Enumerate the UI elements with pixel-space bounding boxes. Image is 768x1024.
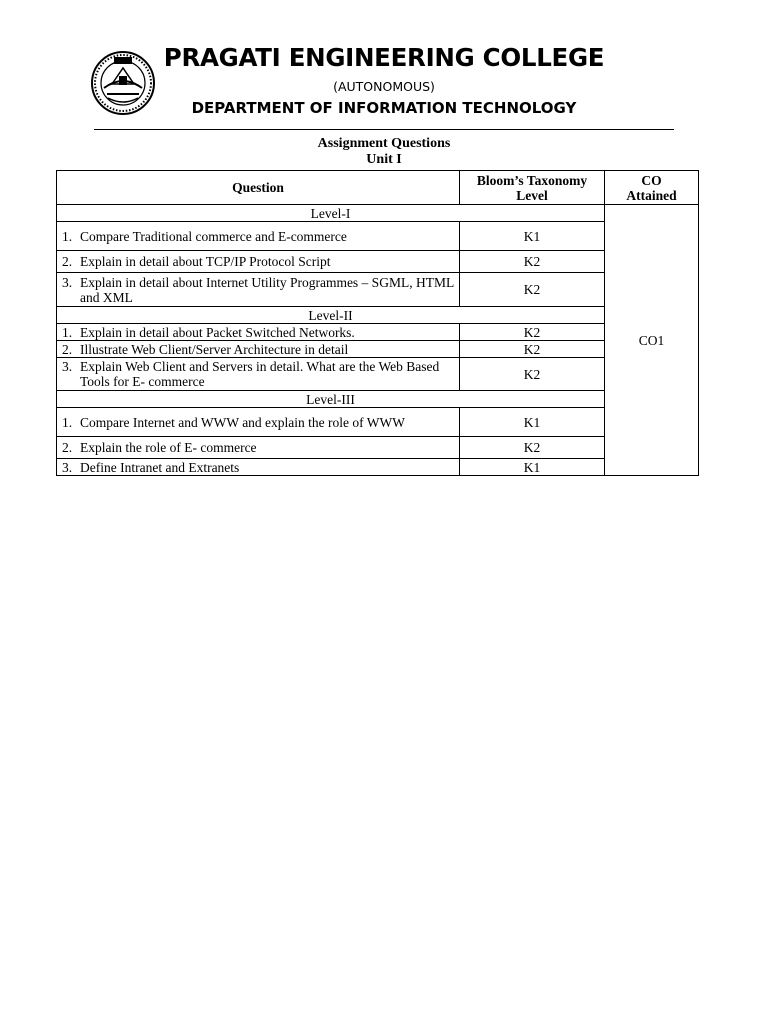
question-cell bbox=[57, 459, 460, 476]
college-logo bbox=[90, 50, 156, 116]
co-attained-value: CO1 bbox=[605, 205, 699, 476]
question-cell bbox=[57, 341, 460, 358]
level-label: Level-II bbox=[57, 307, 605, 324]
table-row bbox=[57, 437, 699, 459]
blooms-level-cell: K1 bbox=[460, 459, 605, 476]
question-text: Explain Web Client and Servers in detail. What are the Web Based Tools for E- commerce bbox=[80, 359, 440, 389]
question-number: 1. bbox=[62, 324, 73, 340]
question-cell bbox=[57, 358, 460, 391]
autonomous-label: (AUTONOMOUS) bbox=[333, 79, 435, 94]
table-header-row bbox=[57, 171, 699, 205]
co-header-line1: CO bbox=[641, 172, 662, 188]
question-cell bbox=[57, 251, 460, 273]
blooms-level-cell: K1 bbox=[460, 408, 605, 437]
blooms-level-cell: K2 bbox=[460, 251, 605, 273]
blooms-level-cell: K2 bbox=[460, 273, 605, 307]
question-cell bbox=[57, 324, 460, 341]
department-name: DEPARTMENT OF INFORMATION TECHNOLOGY bbox=[191, 99, 577, 117]
level-label: Level-III bbox=[57, 391, 605, 408]
college-name: PRAGATI ENGINEERING COLLEGE bbox=[163, 43, 605, 72]
header-divider bbox=[94, 129, 674, 130]
question-text: Explain in detail about Packet Switched Networks. bbox=[80, 324, 355, 340]
question-number: 3. bbox=[62, 274, 73, 290]
co-column-header bbox=[605, 171, 699, 205]
question-text: Explain in detail about TCP/IP Protocol Script bbox=[80, 254, 331, 269]
question-cell bbox=[57, 222, 460, 251]
blooms-header-line2: Level bbox=[516, 187, 548, 203]
question-column-header: Question bbox=[57, 171, 460, 205]
table-row bbox=[57, 358, 699, 391]
unit-title: Unit I bbox=[366, 152, 402, 167]
assignment-title: Assignment Questions bbox=[317, 136, 451, 151]
blooms-column-header bbox=[460, 171, 605, 205]
question-number: 2. bbox=[62, 254, 73, 269]
blooms-level-cell: K2 bbox=[460, 437, 605, 459]
question-cell bbox=[57, 408, 460, 437]
table-row bbox=[57, 273, 699, 307]
table-row bbox=[57, 324, 699, 341]
question-cell bbox=[57, 273, 460, 307]
question-text: Explain the role of E- commerce bbox=[80, 440, 257, 455]
question-number: 1. bbox=[62, 228, 73, 244]
question-number: 2. bbox=[62, 341, 73, 357]
table-row bbox=[57, 222, 699, 251]
questions-table bbox=[56, 170, 699, 476]
question-number: 3. bbox=[62, 459, 73, 475]
question-number: 2. bbox=[62, 440, 73, 455]
table-row bbox=[57, 341, 699, 358]
question-text: Compare Internet and WWW and explain the role of WWW bbox=[80, 414, 406, 430]
blooms-level-cell: K2 bbox=[460, 358, 605, 391]
question-text: Compare Traditional commerce and E-commerce bbox=[80, 228, 347, 244]
blooms-level-cell: K2 bbox=[460, 324, 605, 341]
level-row bbox=[57, 391, 699, 408]
blooms-level-cell: K1 bbox=[460, 222, 605, 251]
level-label: Level-I bbox=[57, 205, 605, 222]
table-row bbox=[57, 251, 699, 273]
question-number: 1. bbox=[62, 414, 73, 430]
question-cell bbox=[57, 437, 460, 459]
table-row bbox=[57, 459, 699, 476]
blooms-level-cell: K2 bbox=[460, 341, 605, 358]
question-text: Explain in detail about Internet Utility Programmes – SGML, HTML and XML bbox=[80, 274, 454, 305]
table-row bbox=[57, 408, 699, 437]
question-text: Define Intranet and Extranets bbox=[80, 459, 240, 475]
co-header-line2: Attained bbox=[626, 187, 677, 203]
question-number: 3. bbox=[62, 359, 73, 374]
question-text: Illustrate Web Client/Server Architecture in detail bbox=[80, 341, 349, 357]
level-row bbox=[57, 307, 699, 324]
blooms-header-line1: Bloom’s Taxonomy bbox=[476, 172, 588, 188]
level-row bbox=[57, 205, 699, 222]
